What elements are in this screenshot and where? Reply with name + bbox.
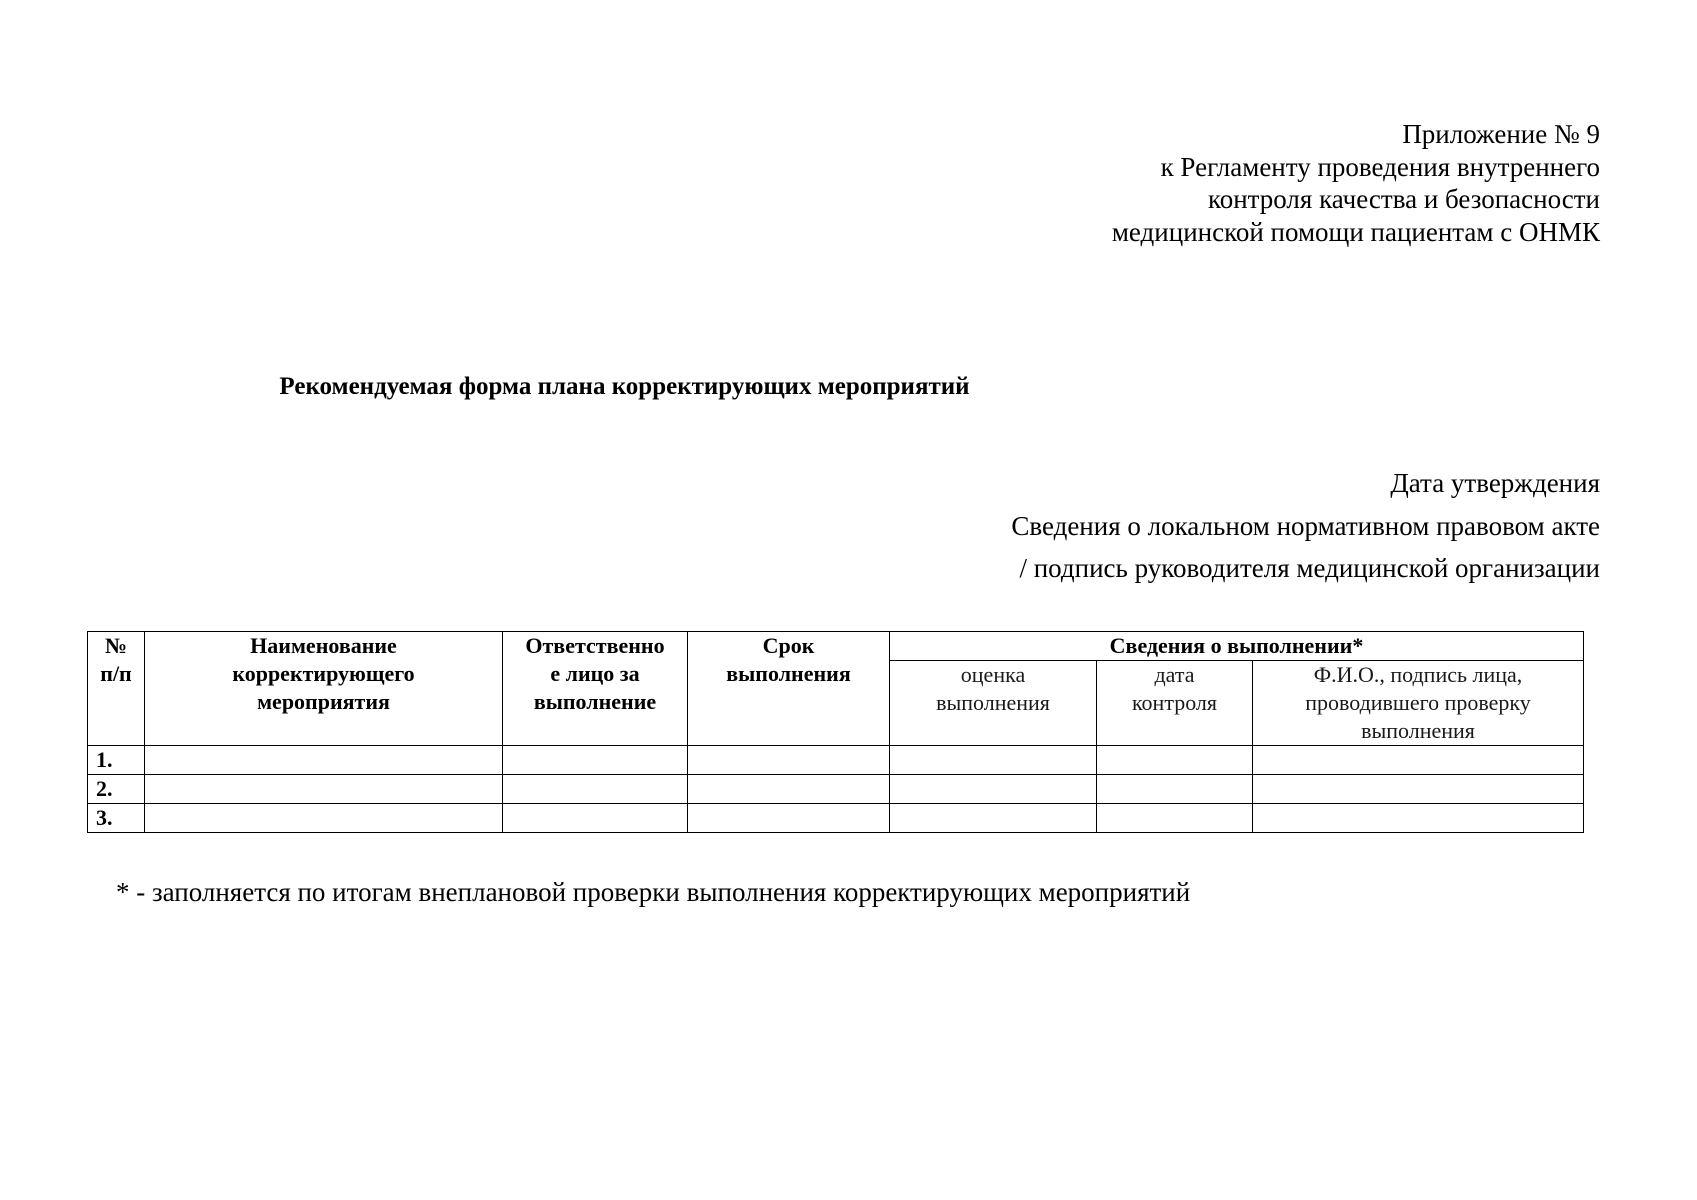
header-inspector: Ф.И.О., подпись лица, проводившего проверку выполнения <box>1253 661 1584 746</box>
appendix-line: контроля качества и безопасности <box>1207 184 1600 214</box>
footnote: * - заполняется по итогам внеплановой проверки выполнения корректирующих мероприятий <box>116 877 1191 907</box>
table-row <box>88 804 1584 833</box>
cell-measure-name[interactable] <box>145 746 503 775</box>
cell-inspector[interactable] <box>1253 746 1584 775</box>
cell-assessment[interactable] <box>890 775 1097 804</box>
cell-deadline[interactable] <box>688 775 890 804</box>
cell-responsible[interactable] <box>503 804 688 833</box>
cell-control-date[interactable] <box>1097 746 1253 775</box>
header-responsible: Ответственно е лицо за выполнение <box>503 632 688 746</box>
approval-date-label: Дата утверждения <box>1390 468 1600 498</box>
approval-act-label: Сведения о локальном нормативном правовом акте <box>1011 510 1600 541</box>
cell-responsible[interactable] <box>503 746 688 775</box>
row-number: 1. <box>88 746 145 775</box>
cell-inspector[interactable] <box>1253 775 1584 804</box>
appendix-line: к Регламенту проведения внутреннего <box>1160 151 1600 182</box>
header-measure-name: Наименование корректирующего мероприятия <box>145 632 503 746</box>
header-number: № п/п <box>88 632 145 746</box>
corrective-measures-table <box>87 631 1584 833</box>
row-number: 2. <box>88 775 145 804</box>
table-row <box>88 775 1584 804</box>
approval-block <box>1011 462 1600 590</box>
appendix-line: медицинской помощи пациентам с ОНМК <box>1111 216 1600 247</box>
cell-measure-name[interactable] <box>145 775 503 804</box>
cell-control-date[interactable] <box>1097 775 1253 804</box>
document-title: Рекомендуемая форма плана корректирующих мероприятий <box>279 373 970 400</box>
appendix-line: Приложение № 9 <box>1402 119 1600 149</box>
row-number: 3. <box>88 804 145 833</box>
approval-signature-label: / подпись руководителя медицинской организации <box>1019 553 1600 583</box>
cell-measure-name[interactable] <box>145 804 503 833</box>
header-assessment: оценка выполнения <box>890 661 1097 746</box>
table-row <box>88 746 1584 775</box>
header-control-date: дата контроля <box>1097 661 1253 746</box>
cell-assessment[interactable] <box>890 746 1097 775</box>
cell-control-date[interactable] <box>1097 804 1253 833</box>
appendix-header <box>1112 118 1600 248</box>
cell-deadline[interactable] <box>688 746 890 775</box>
header-deadline: Срок выполнения <box>688 632 890 746</box>
table-header-row <box>88 632 1584 661</box>
cell-inspector[interactable] <box>1253 804 1584 833</box>
header-execution-info: Сведения о выполнении* <box>890 632 1584 661</box>
cell-assessment[interactable] <box>890 804 1097 833</box>
cell-responsible[interactable] <box>503 775 688 804</box>
cell-deadline[interactable] <box>688 804 890 833</box>
